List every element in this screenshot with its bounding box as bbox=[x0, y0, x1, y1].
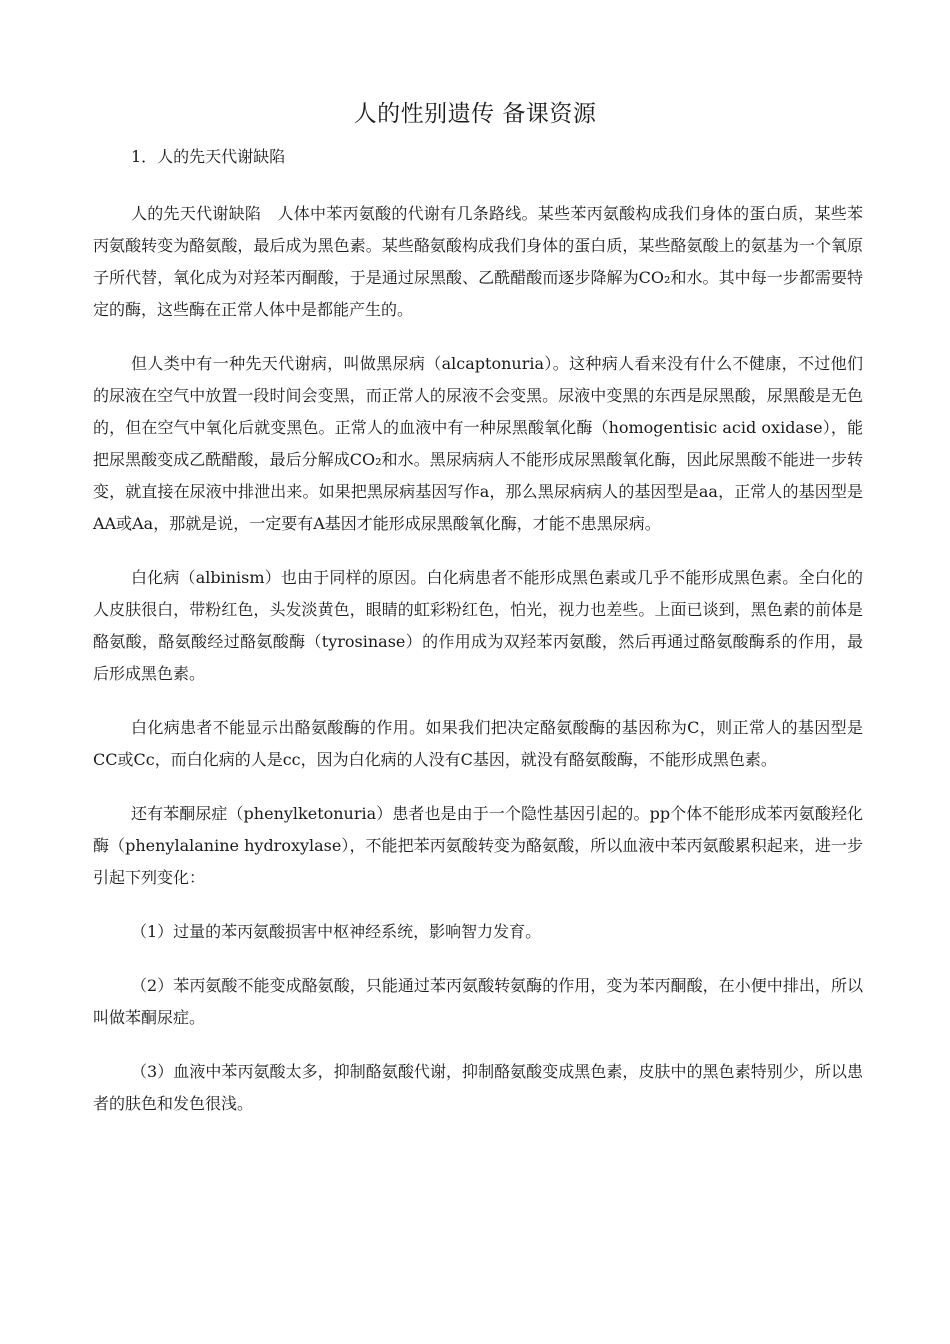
section-heading: 1．人的先天代谢缺陷 bbox=[131, 147, 286, 166]
paragraph-albinism: 白化病（albinism）也由于同样的原因。白化病患者不能形成黑色素或几乎不能形成黑色素。全白化的人皮肤很白，带粉红色，头发淡黄色，眼睛的虹彩粉红色，怕光，视力也差些。上面已谈到，黑色素的前体是酪氨酸，酪氨酸经过酪氨酸酶（tyrosinase）的作用成为双羟苯丙氨酸，然后再通过酪氨酸酶系的作用，最后形成黑色素。 bbox=[93, 568, 863, 683]
list-item-3: （3）血液中苯丙氨酸太多，抑制酪氨酸代谢，抑制酪氨酸变成黑色素，皮肤中的黑色素特别少，所以患者的肤色和发色很浅。 bbox=[93, 1062, 863, 1113]
paragraph-albinism-genotype: 白化病患者不能显示出酪氨酸酶的作用。如果我们把决定酪氨酸酶的基因称为C，则正常人的基因型是CC或Cc，而白化病的人是cc，因为白化病的人没有C基因，就没有酪氨酸酶，不能形成黑色素。 bbox=[93, 718, 863, 769]
paragraph-phenylketonuria: 还有苯酮尿症（phenylketonuria）患者也是由于一个隐性基因引起的。pp个体不能形成苯丙氨酸羟化酶（phenylalanine hydroxylase），不能把苯丙氨酸转变为酪氨酸，所以血液中苯丙氨酸累积起来，进一步引起下列变化： bbox=[93, 804, 863, 887]
paragraph-alcaptonuria: 但人类中有一种先天代谢病，叫做黑尿病（alcaptonuria）。这种病人看来没有什么不健康，不过他们的尿液在空气中放置一段时间会变黑，而正常人的尿液不会变黑。尿液中变黑的东西是尿黑酸，尿黑酸是无色的，但在空气中氧化后就变黑色。正常人的血液中有一种尿黑酸氧化酶（homogentisic acid oxidase），能把尿黑酸变成乙酰醋酸，最后分解成CO₂和水。黑尿病病人不能形成尿黑酸氧化酶，因此尿黑酸不能进一步转变，就直接在尿液中排泄出来。如果把黑尿病基因写作a，那么黑尿病病人的基因型是aa，正常人的基因型是AA或Aa，那就是说，一定要有A基因才能形成尿黑酸氧化酶，才能不患黑尿病。 bbox=[93, 354, 863, 533]
list-item-2: （2）苯丙氨酸不能变成酪氨酸，只能通过苯丙氨酸转氨酶的作用，变为苯丙酮酸，在小便中排出，所以叫做苯酮尿症。 bbox=[93, 976, 863, 1027]
document-body bbox=[93, 198, 863, 1142]
paragraph-metabolism-intro: 人的先天代谢缺陷 人体中苯丙氨酸的代谢有几条路线。某些苯丙氨酸构成我们身体的蛋白质，某些苯丙氨酸转变为酪氨酸，最后成为黑色素。某些酪氨酸构成我们身体的蛋白质，某些酪氨酸上的氨基为一个氧原子所代替，氧化成为对羟苯丙酮酸，于是通过尿黑酸、乙酰醋酸而逐步降解为CO₂和水。其中每一步都需要特定的酶，这些酶在正常人体中是都能产生的。 bbox=[93, 204, 863, 319]
page-title: 人的性别遗传 备课资源 bbox=[353, 101, 597, 127]
list-item-1: （1）过量的苯丙氨酸损害中枢神经系统，影响智力发育。 bbox=[131, 922, 542, 941]
